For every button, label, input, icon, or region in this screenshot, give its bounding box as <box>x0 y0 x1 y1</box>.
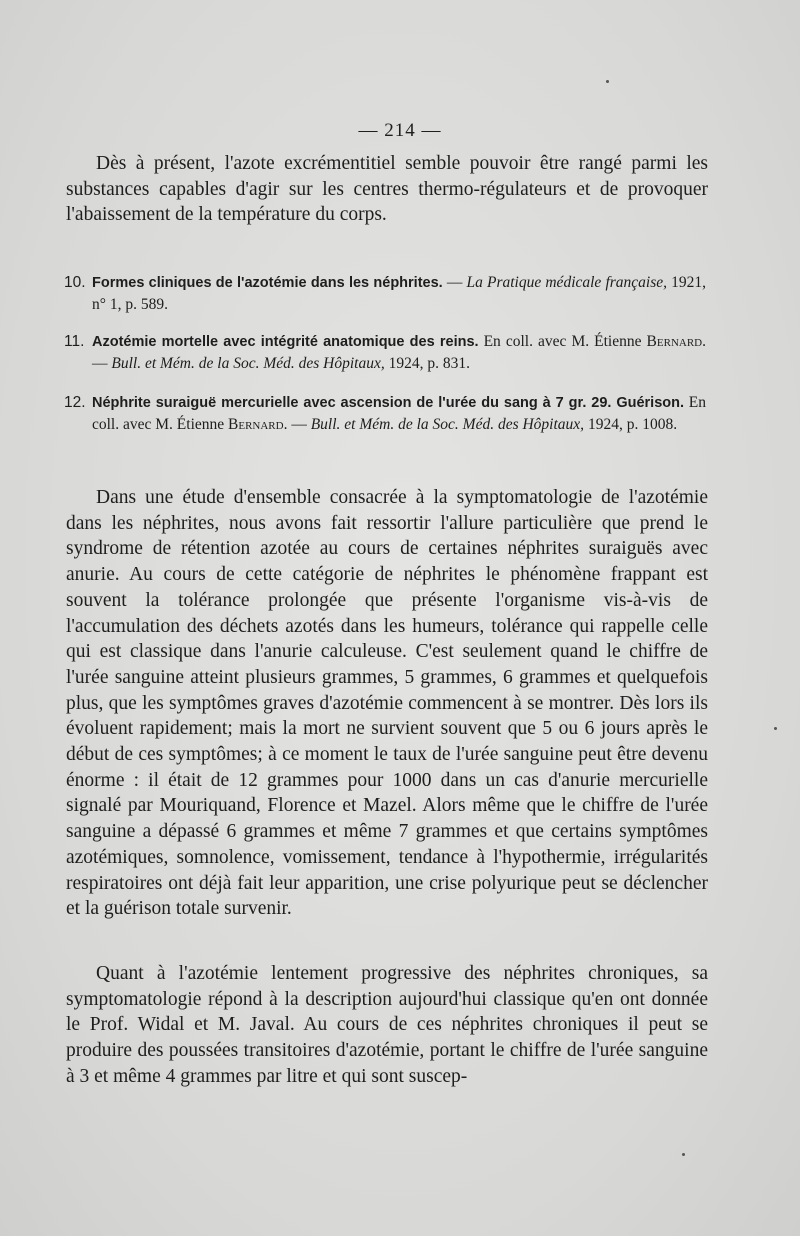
reference-journal: La Pratique médicale française, <box>466 274 668 291</box>
reference-journal: Bull. et Mém. de la Soc. Méd. des Hôpitaux, <box>310 416 585 433</box>
reference-number: 11. <box>64 333 85 350</box>
body-paragraph-1-text: Dans une étude d'ensemble consacrée à la symptomatologie de l'azotémie dans les néphrites, nous avons fait ressortir l'allure particulière que prend le syndrome de rétention azotée au cours de certaines néphrites suraiguës avec anurie. Au cours de cette catégorie de néphrites le phénomène frappant est souvent la tolérance prolongée que présente l'organisme vis-à-vis de l'accumulation des déchets azotés dans les humeurs, tolérance qui rappelle celle qui est classique dans l'anurie calculeuse. C'est seulement quand le chiffre de l'urée sanguine atteint plusieurs grammes, 5 grammes, 6 grammes et quelquefois plus, que les symptômes graves d'azotémie commencent à se montrer. Dès lors ils évoluent rapidement; mais la mort ne survient souvent que 5 ou 6 jours après le début de ces symptômes; à ce moment le taux de l'urée sanguine peut être devenu énorme : il était de 12 grammes pour 1000 dans un cas d'anurie mercurielle signalé par Mouriquand, Florence et Mazel. Alors même que le chiffre de l'urée sanguine a dépassé 6 grammes et même 7 grammes et que certains symptômes azotémiques, somnolence, vomissement, tendance à l'hypothermie, irrégularités respiratoires ont déjà fait leur apparition, une crise polyurique peut se déclencher et la guérison totale survenir. <box>66 487 708 920</box>
reference-details: 1924, p. 831. <box>388 355 470 372</box>
reference-separator: — <box>92 355 108 372</box>
reference-authors-prefix: En coll. avec M. Étienne <box>92 394 707 433</box>
reference-title: Formes cliniques de l'azotémie dans les néphrites. <box>92 275 443 291</box>
reference-number: 12. <box>64 394 86 411</box>
body-paragraph <box>66 485 708 922</box>
reference-authors: Bernard. <box>646 333 706 350</box>
reference-authors-prefix: En coll. avec M. Étienne <box>483 333 642 350</box>
reference-details: 1921, n° 1, p. 589. <box>92 274 707 313</box>
reference-separator: — <box>291 416 307 433</box>
reference-separator: — <box>446 274 463 291</box>
reference-journal: Bull. et Mém. de la Soc. Méd. des Hôpitaux, <box>111 355 385 372</box>
intro-paragraph <box>66 151 708 228</box>
reference-details: 1924, p. 1008. <box>587 416 678 433</box>
scan-speck <box>774 727 777 730</box>
body-paragraph-2-text: Quant à l'azotémie lentement progressive des néphrites chroniques, sa symptomatologie répond à la description aujourd'hui classique qu'en ont donnée le Prof. Widal et M. Javal. Au cours de ces néphrites chroniques il peut se produire des poussées transitoires d'azotémie, portant le chiffre de l'urée sanguine à 3 et même 4 grammes par litre et qui sont suscep- <box>66 963 708 1087</box>
scan-speck <box>682 1153 685 1156</box>
reference-item <box>64 392 707 435</box>
page-number: — 214 — <box>358 120 442 141</box>
reference-number: 10. <box>64 274 86 291</box>
reference-item <box>64 331 706 374</box>
reference-title: Azotémie mortelle avec intégrité anatomique des reins. <box>92 334 479 350</box>
reference-authors: Bernard. <box>228 416 288 433</box>
intro-text: Dès à présent, l'azote excrémentitiel semble pouvoir être rangé parmi les substances capables d'agir sur les centres thermo-régulateurs et de provoquer l'abaissement de la température du corps. <box>66 153 708 225</box>
scan-speck <box>606 80 609 83</box>
reference-item <box>64 272 707 315</box>
body-paragraph <box>66 961 708 1090</box>
reference-title: Néphrite suraiguë mercurielle avec ascension de l'urée du sang à 7 gr. 29. Guérison. <box>92 395 685 411</box>
